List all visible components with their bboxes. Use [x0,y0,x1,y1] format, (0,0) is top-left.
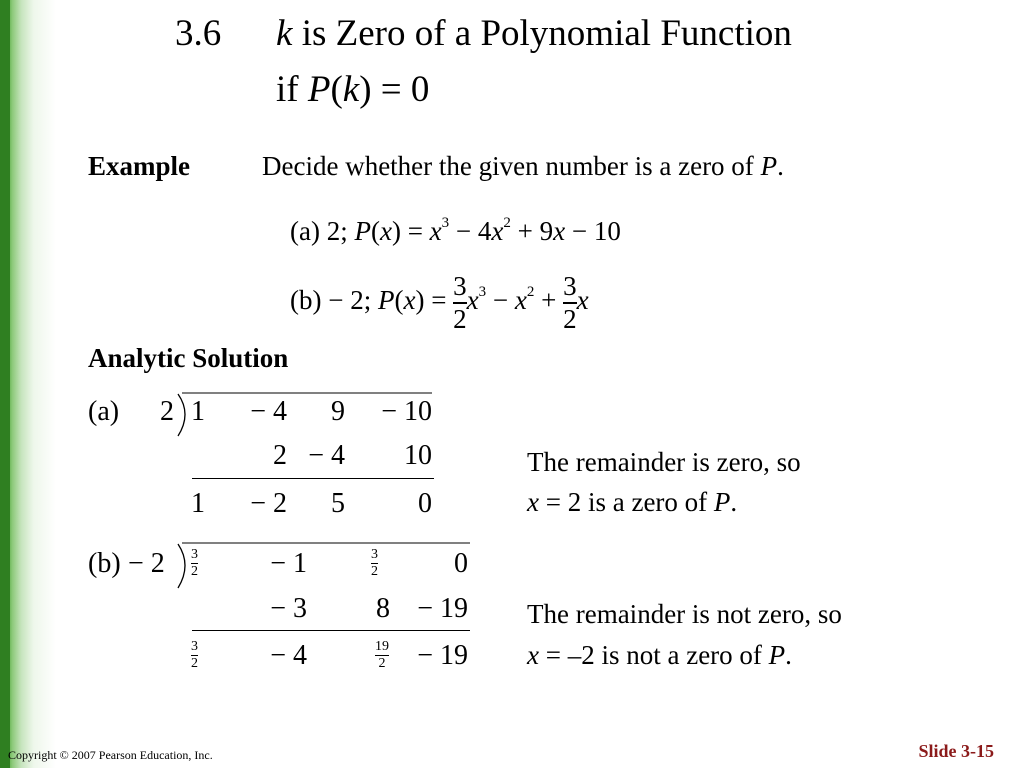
eq-a-P: P [354,216,371,246]
div-a-r2-c3: − 4 [308,440,345,471]
eq-a-exp1: 3 [441,215,450,231]
div-b-r1-c1 [191,548,198,579]
div-b-r1-c1-den: 2 [191,564,198,579]
div-b-r1-c2: − 1 [270,548,307,579]
analytic-heading: Analytic Solution [88,343,289,373]
eq-b-open: ( [394,285,404,315]
div-b-r3-c3-num: 19 [375,639,389,654]
div-b-r1-c3-num: 3 [371,547,378,562]
slide-title [175,12,221,55]
div-b-r3-c1-den: 2 [191,656,198,671]
example-label: Example [88,151,191,181]
note-b-P: P [768,640,786,670]
div-a-r3-c1: 1 [191,488,205,519]
title-paren-open: ( [330,69,343,110]
division-b-bracket [174,542,474,592]
eq-a-x2: x [491,216,504,246]
eq-b-minus: − [486,285,515,315]
div-a-r1-c1: 1 [191,396,205,427]
section-number: 3.6 [175,13,222,54]
eq-a-x3: x [553,216,566,246]
division-a-label: (a) [88,396,120,427]
div-b-r3-c2: − 4 [270,640,307,671]
equation-b [290,262,589,342]
title-line-2 [276,68,429,111]
div-a-r3-c4: 0 [418,488,432,519]
example-text [262,151,784,182]
div-b-r3-c3-den: 2 [378,656,386,671]
div-b-r1-c3-den: 2 [371,564,378,579]
eq-a-x: x [379,216,392,246]
equation-a [290,216,621,247]
eq-a-open: ( [370,216,380,246]
div-a-r2-c2: 2 [273,440,287,471]
slide-number: Slide 3-15 [918,741,994,761]
note-b-line2 [527,640,792,671]
division-b-sum-line [192,630,470,631]
eq-b-P: P [377,285,395,315]
title-if: if [276,69,308,110]
title-k2: k [342,69,360,110]
note-b-text: = –2 is not a zero of [538,640,769,670]
div-a-r1-c4: − 10 [381,396,432,427]
div-b-r1-c3 [371,548,378,579]
eq-b-frac2-num: 3 [563,271,577,302]
eq-b-frac1-den: 2 [453,303,467,334]
eq-b-x: x [403,285,416,315]
eq-b-exp2: 2 [526,284,535,300]
div-b-r2-c3: 8 [376,593,390,624]
eq-a-t4: − 10 [565,216,621,246]
division-b-divisor: − 2 [128,548,165,579]
eq-b-eq: ) = [415,285,454,315]
division-b-label: (b) [88,548,121,579]
note-b-period: . [785,640,792,670]
eq-b-frac1 [453,273,467,333]
eq-b-frac2 [563,273,577,333]
note-b-line1: The remainder is not zero, so [527,599,842,629]
eq-a-t3: + 9 [510,216,554,246]
eq-a-exp2: 2 [503,215,511,231]
eq-b-exp1: 3 [478,284,487,300]
example-P: P [760,151,778,181]
eq-a-x1: x [429,216,442,246]
example-period: . [777,151,784,181]
eq-b-prefix: (b) − 2; [290,285,378,315]
title-eq: ) = 0 [359,69,430,110]
eq-b-x3: x [576,285,589,315]
division-a-divisor: 2 [160,396,174,427]
div-b-r1-c1-num: 3 [191,547,198,562]
note-a-line2 [527,487,737,518]
note-b-x: x [527,640,539,670]
eq-b-plus: + [534,285,564,315]
eq-a-t2: − 4 [449,216,492,246]
sidebar-edge [0,0,10,768]
div-a-r3-c3: 5 [331,488,345,519]
title-line-1 [276,12,792,55]
division-a-sum-line [192,478,434,479]
eq-b-frac2-den: 2 [563,303,577,334]
example-sentence: Decide whether the given number is a zero of [262,151,761,181]
eq-a-eq: ) = [391,216,430,246]
div-a-r1-c2: − 4 [250,396,287,427]
note-a-line1: The remainder is zero, so [527,447,801,477]
copyright: Copyright © 2007 Pearson Education, Inc. [8,748,213,762]
div-a-r3-c2: − 2 [250,488,287,519]
div-b-r3-c4: − 19 [417,640,468,671]
note-a-period: . [730,487,738,517]
eq-a-prefix: (a) 2; [290,216,355,246]
eq-b-frac1-num: 3 [453,271,467,302]
eq-b-x2: x [514,285,527,315]
div-b-r2-c4: − 19 [417,593,468,624]
note-a-x: x [527,487,539,517]
title-P: P [307,69,331,110]
title-text: is Zero of a Polynomial Function [292,13,792,54]
eq-b-x1: x [466,285,479,315]
div-a-r1-c3: 9 [331,396,345,427]
div-b-r1-c4: 0 [454,548,468,579]
div-a-r2-c4: 10 [404,440,432,471]
div-b-r2-c2: − 3 [270,593,307,624]
div-b-r3-c1-num: 3 [191,639,198,654]
note-a-text: = 2 is a zero of [538,487,714,517]
div-b-r3-c1 [191,640,198,671]
div-b-r3-c3 [375,640,389,671]
note-a-P: P [713,487,731,517]
title-k: k [276,13,293,54]
